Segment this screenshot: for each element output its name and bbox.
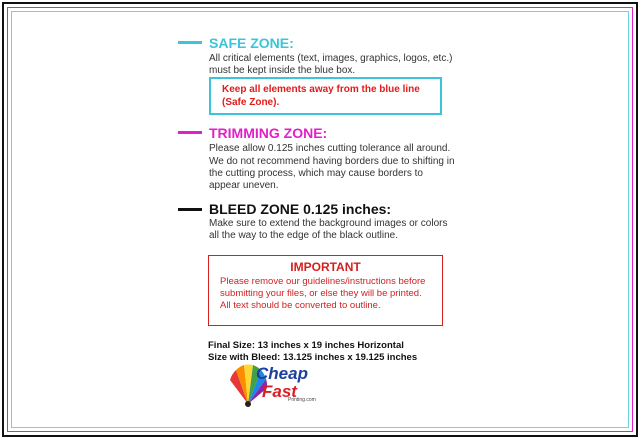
important-line-3: All text should be converted to outline. <box>220 300 381 311</box>
bleed-zone-line-1: Make sure to extend the background images or colors <box>209 218 448 229</box>
safe-zone-note-box <box>209 77 442 115</box>
important-line-2: submitting your files, or else they will be printed. <box>220 288 422 299</box>
important-title: IMPORTANT <box>290 260 361 274</box>
trimming-zone-line-1: Please allow 0.125 inches cutting tolerance all around. <box>209 143 451 154</box>
important-line-1: Please remove our guidelines/instructions before <box>220 276 426 287</box>
final-size: Final Size: 13 inches x 19 inches Horizontal <box>208 340 404 351</box>
important-box <box>208 255 443 326</box>
bleed-zone-swatch <box>178 208 202 211</box>
logo-word-fast: Fast <box>262 382 297 401</box>
safe-zone-note-line-1: Keep all elements away from the blue line <box>222 84 420 95</box>
trimming-zone-swatch <box>178 131 202 134</box>
trimming-zone-heading: TRIMMING ZONE: <box>209 125 328 141</box>
safe-zone-heading: SAFE ZONE: <box>209 35 294 51</box>
trimming-zone-line-2: We do not recommend having borders due to shifting in <box>209 156 455 167</box>
trimming-zone-line-3: the cutting process, which may cause borders to <box>209 168 423 179</box>
trimming-zone-line-4: appear uneven. <box>209 180 279 191</box>
safe-zone-swatch <box>178 41 202 44</box>
bleed-size: Size with Bleed: 13.125 inches x 19.125 inches <box>208 352 418 363</box>
safe-zone-line-1: All critical elements (text, images, graphics, logos, etc.) <box>209 53 453 64</box>
safe-zone-note-line-2: (Safe Zone). <box>222 97 280 108</box>
safe-zone-line-2: must be kept inside the blue box. <box>209 65 356 76</box>
logo-word-cheap: Cheap <box>256 364 308 383</box>
bleed-zone-line-2: all the way to the edge of the black outline. <box>209 230 399 241</box>
logo-small-text: Printing.com <box>288 397 316 403</box>
company-logo <box>228 362 338 414</box>
bleed-zone-heading: BLEED ZONE 0.125 inches: <box>209 201 392 217</box>
